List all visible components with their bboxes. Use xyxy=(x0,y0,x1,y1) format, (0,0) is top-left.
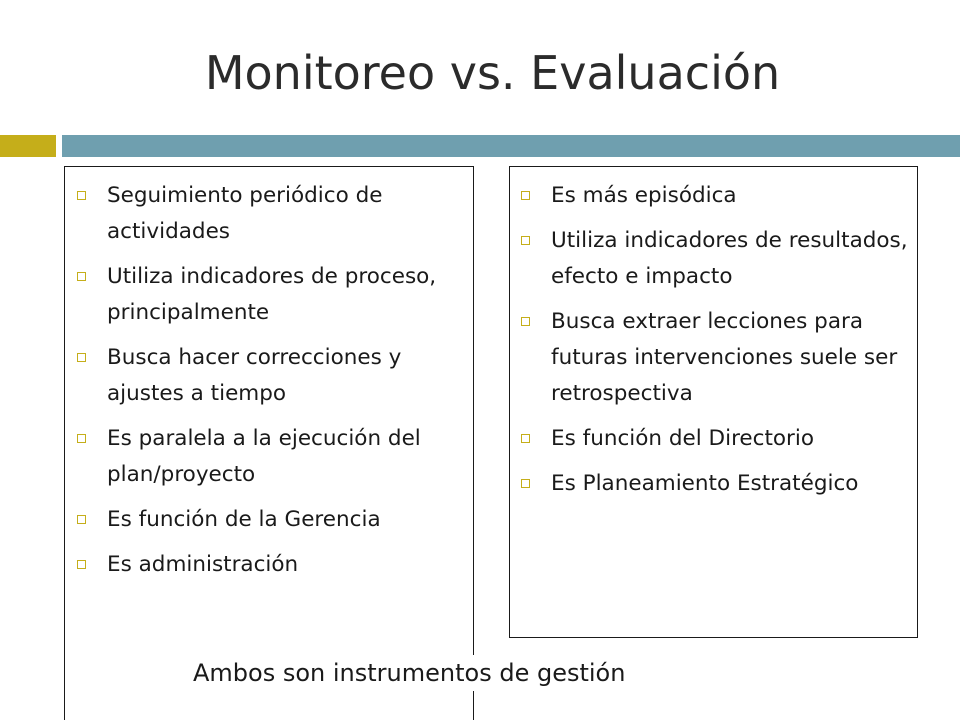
list-item-text: Utiliza indicadores de proceso, principalmente xyxy=(107,264,437,325)
list-item-text: Es paralela a la ejecución del plan/proyecto xyxy=(107,426,421,487)
list-item-text: Es administración xyxy=(107,552,299,577)
list-item xyxy=(75,547,461,583)
list-item xyxy=(519,223,914,295)
list-item xyxy=(519,178,914,214)
square-bullet-icon xyxy=(521,191,530,200)
page-title: Monitoreo vs. Evaluación xyxy=(204,46,781,100)
monitoring-list xyxy=(75,178,461,592)
list-item xyxy=(519,304,914,412)
square-bullet-icon xyxy=(77,191,86,200)
accent-bar-gold xyxy=(0,135,56,157)
list-item xyxy=(519,421,914,457)
list-item xyxy=(75,340,461,412)
square-bullet-icon xyxy=(521,479,530,488)
list-item-text: Busca extraer lecciones para futuras intervenciones suele ser retrospectiva xyxy=(551,309,898,406)
list-item xyxy=(75,421,461,493)
list-item-text: Es Planeamiento Estratégico xyxy=(551,471,859,496)
square-bullet-icon xyxy=(77,515,86,524)
list-item xyxy=(75,259,461,331)
square-bullet-icon xyxy=(77,353,86,362)
list-item xyxy=(519,466,914,502)
square-bullet-icon xyxy=(521,434,530,443)
list-item-text: Es función del Directorio xyxy=(551,426,815,451)
accent-bar-teal xyxy=(62,135,960,157)
list-item-text: Utiliza indicadores de resultados, efecto e impacto xyxy=(551,228,908,289)
list-item xyxy=(75,502,461,538)
footer-caption: Ambos son instrumentos de gestión xyxy=(193,655,625,691)
list-item-text: Busca hacer correcciones y ajustes a tiempo xyxy=(107,345,402,406)
square-bullet-icon xyxy=(521,236,530,245)
square-bullet-icon xyxy=(77,434,86,443)
list-item-text: Es función de la Gerencia xyxy=(107,507,381,532)
list-item xyxy=(75,178,461,250)
square-bullet-icon xyxy=(521,317,530,326)
square-bullet-icon xyxy=(77,272,86,281)
list-item-text: Seguimiento periódico de actividades xyxy=(107,183,383,244)
evaluation-list xyxy=(519,178,914,511)
evaluation-column xyxy=(509,166,918,638)
square-bullet-icon xyxy=(77,560,86,569)
monitoring-column xyxy=(64,166,474,720)
list-item-text: Es más episódica xyxy=(551,183,737,208)
